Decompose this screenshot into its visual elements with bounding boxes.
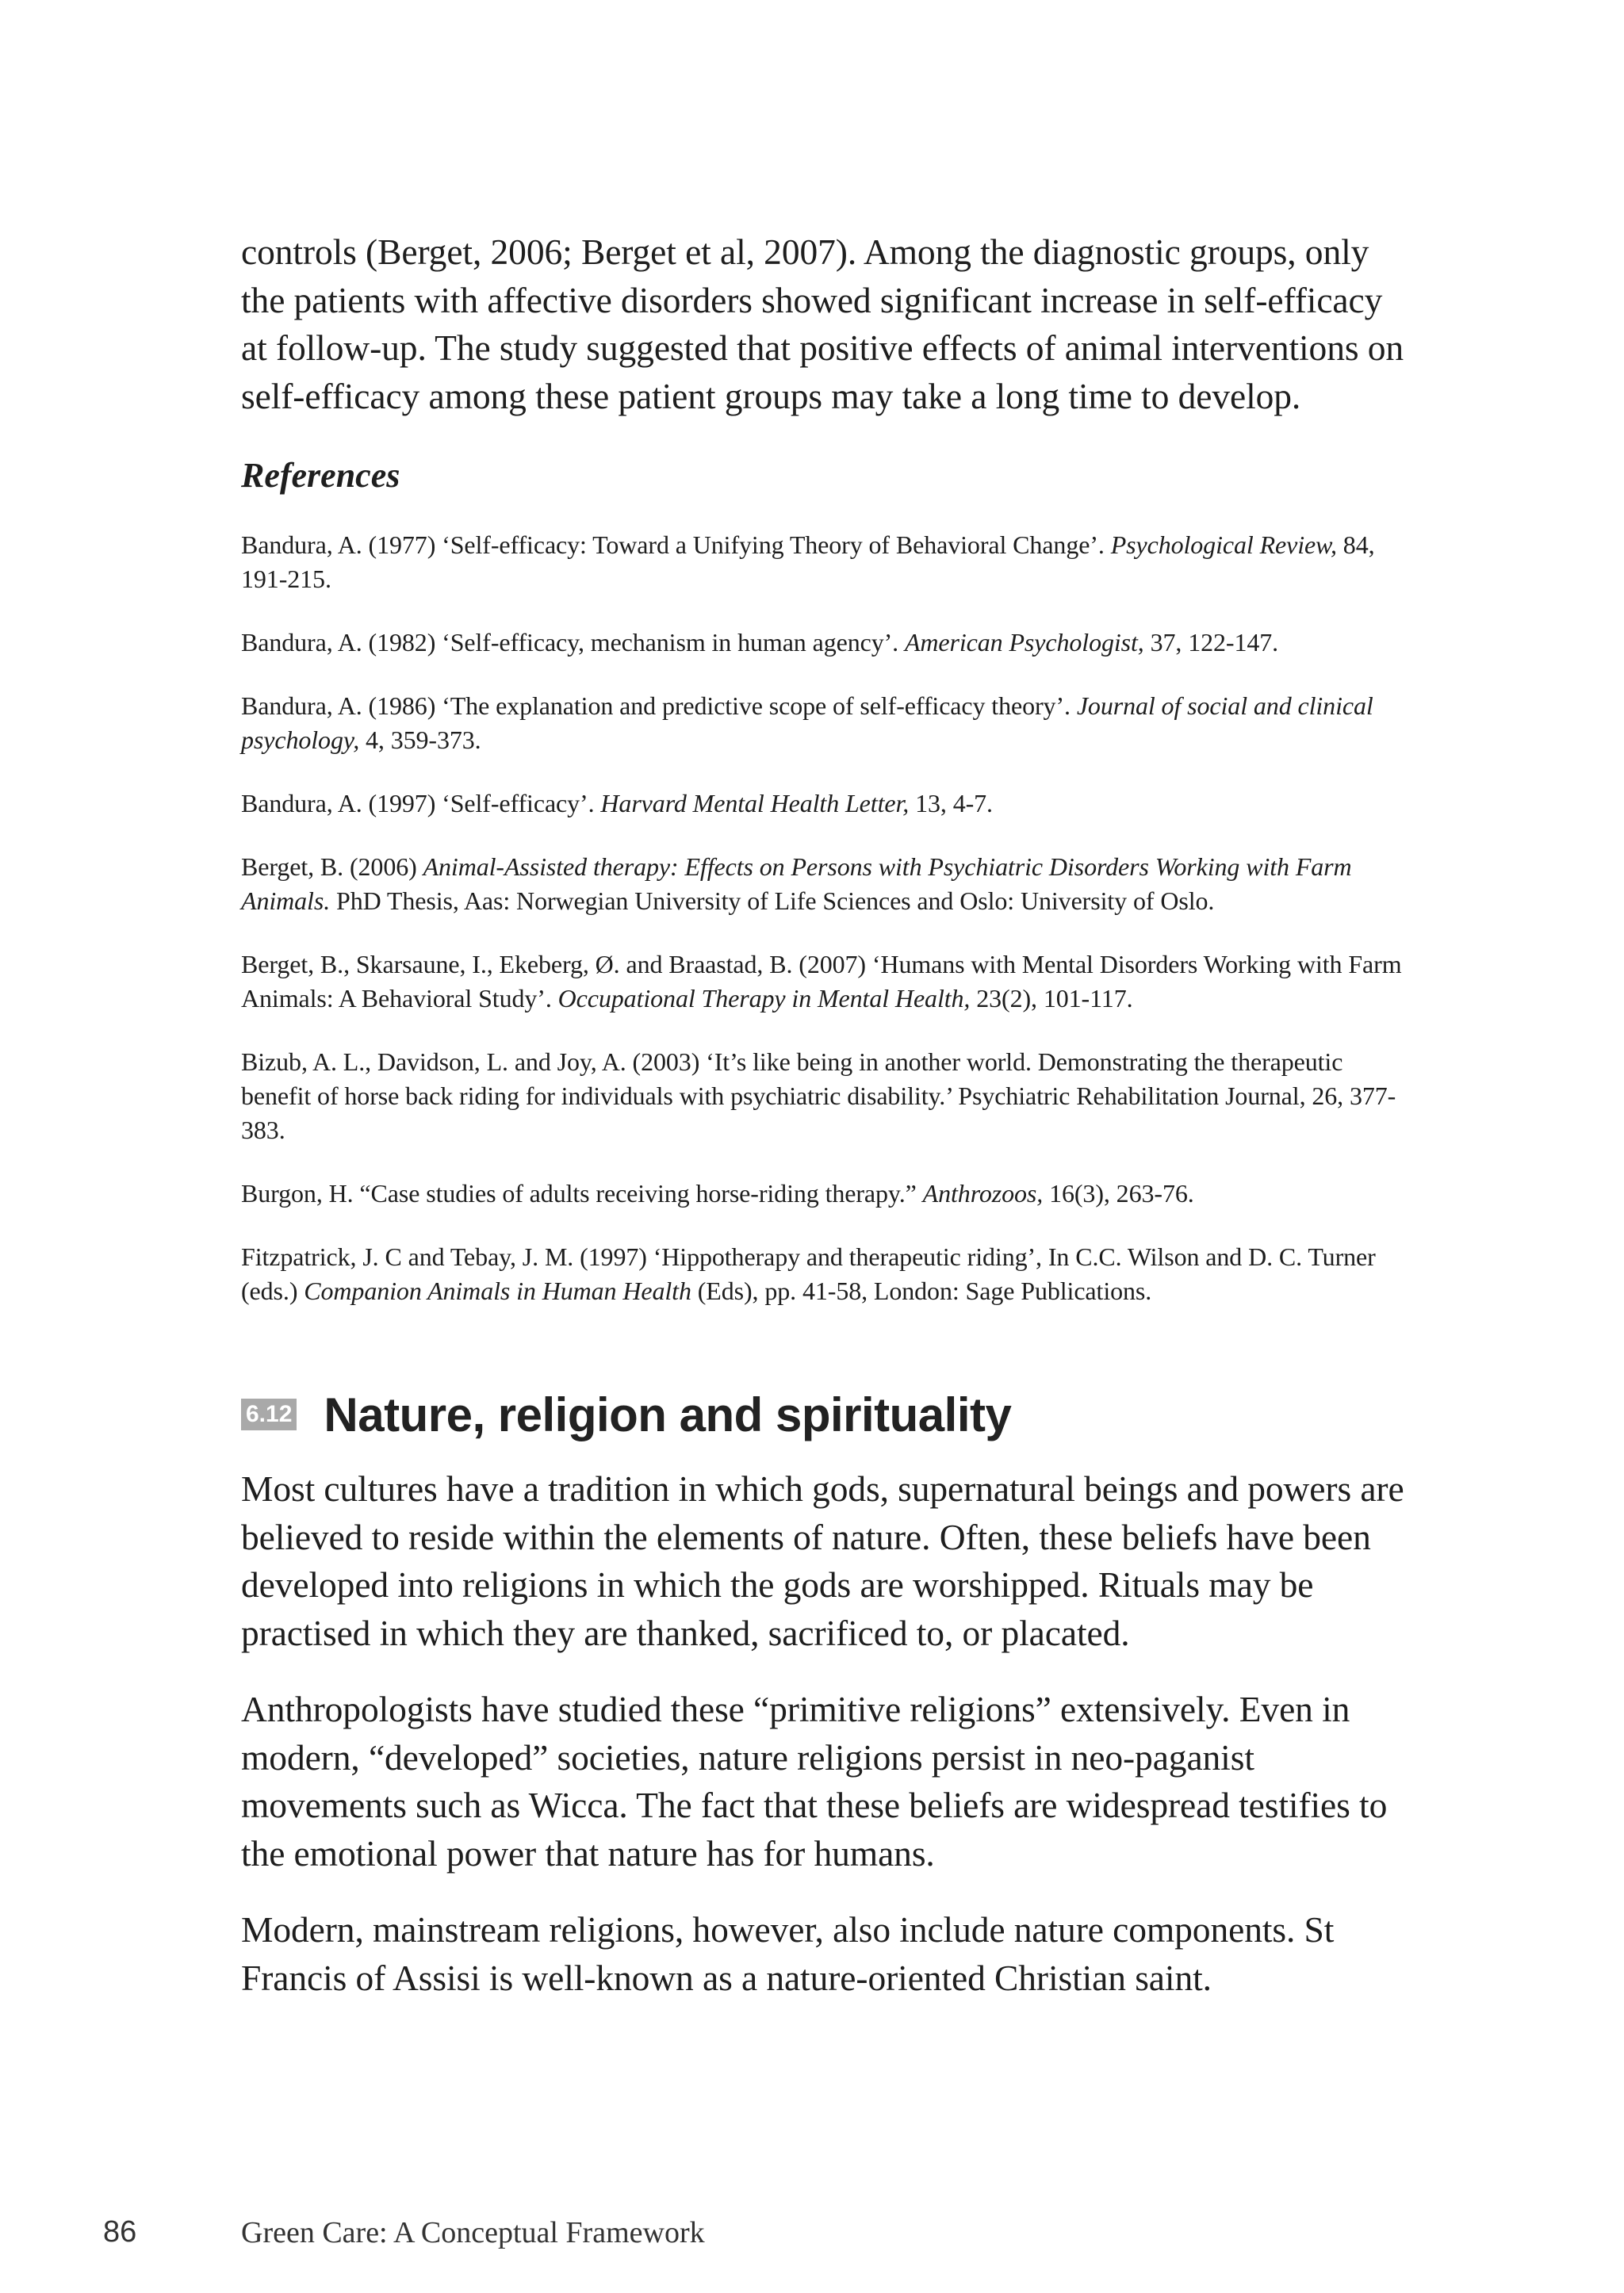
reference-item: Fitzpatrick, J. C and Tebay, J. M. (1997) ‘Hippotherapy and therapeutic riding’, In C.C. Wilson and D. C. Turner (eds.) Companion Animals in Human Health (Eds), pp. 41-58, London: Sage Publications.	[241, 1242, 1376, 1305]
page-number: 86	[103, 2215, 137, 2249]
reference-item: Bandura, A. (1982) ‘Self-efficacy, mechanism in human agency’. American Psychologist, 37, 122-147.	[241, 628, 1279, 657]
reference-item: Bandura, A. (1986) ‘The explanation and predictive scope of self-efficacy theory’. Journal of social and clinical psychology, 4, 359-373.	[241, 691, 1373, 754]
intro-paragraph: controls (Berget, 2006; Berget et al, 2007). Among the diagnostic groups, only the patients with affective disorders showed significant increase in self-efficacy at follow-up. The study suggested that positive effects of animal interventions on self-efficacy among these patient groups may take a long time to develop.	[241, 232, 1404, 416]
reference-item: Burgon, H. “Case studies of adults receiving horse-riding therapy.” Anthrozoos, 16(3), 263-76.	[241, 1179, 1194, 1208]
page-content	[241, 228, 1407, 2002]
footer-book-title: Green Care: A Conceptual Framework	[241, 2216, 705, 2249]
references-heading: References	[241, 456, 400, 495]
section-title: Nature, religion and spirituality	[324, 1388, 1012, 1441]
reference-item: Berget, B., Skarsaune, I., Ekeberg, Ø. and Braastad, B. (2007) ‘Humans with Mental Disorders Working with Farm Animals: A Behavioral Study’. Occupational Therapy in Mental Health, 23(2), 101-117.	[241, 950, 1402, 1013]
section-paragraph: Anthropologists have studied these “primitive religions” extensively. Even in modern, “developed” societies, nature religions persist in neo-paganist movements such as Wicca. The fact that these beliefs are widespread testifies to the emotional power that nature has for humans.	[241, 1689, 1388, 1874]
section-paragraph: Modern, mainstream religions, however, also include nature components. St Francis of Assisi is well-known as a nature-oriented Christian saint.	[241, 1909, 1335, 1998]
references-list	[241, 528, 1407, 1308]
reference-item: Berget, B. (2006) Animal-Assisted therapy: Effects on Persons with Psychiatric Disorders Working with Farm Animals. PhD Thesis, Aas: Norwegian University of Life Sciences and Oslo: University of Oslo.	[241, 852, 1352, 915]
reference-item: Bandura, A. (1997) ‘Self-efficacy’. Harvard Mental Health Letter, 13, 4-7.	[241, 789, 993, 817]
reference-item: Bandura, A. (1977) ‘Self-efficacy: Toward a Unifying Theory of Behavioral Change’. Psychological Review, 84, 191-215.	[241, 530, 1375, 593]
reference-item: Bizub, A. L., Davidson, L. and Joy, A. (2003) ‘It’s like being in another world. Demonstrating the therapeutic benefit of horse back riding for individuals with psychiatric disability.’ Psychiatric Rehabilitation Journal, 26, 377-383.	[241, 1047, 1396, 1144]
section-paragraph: Most cultures have a tradition in which gods, supernatural beings and powers are believed to reside within the elements of nature. Often, these beliefs have been developed into religions in which the gods are worshipped. Rituals may be practised in which they are thanked, sacrificed to, or placated.	[241, 1468, 1404, 1653]
section-number-badge: 6.12	[241, 1399, 297, 1430]
section-heading	[241, 1383, 1407, 1446]
